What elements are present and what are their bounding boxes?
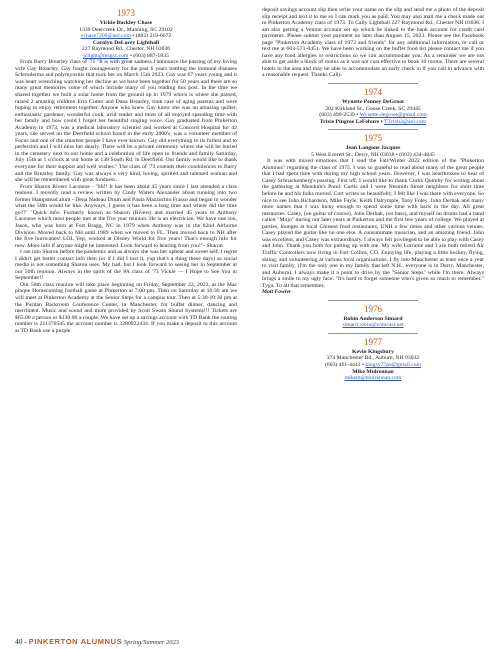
note-signoff: Matt Fowler <box>262 289 292 296</box>
correspondent-email-link[interactable]: TTrixb2@aol.com <box>384 118 427 125</box>
class-correspondent-name: Wynette Penney DeGroot <box>342 99 404 106</box>
issue-date: Spring/Summer 2023 <box>122 639 179 646</box>
correspondent-address: 202 Kirkland St., Goose Creek, SC 29445 <box>325 105 421 112</box>
class-year-heading: 1977 <box>364 336 382 347</box>
class-year-heading: 1975 <box>364 133 382 144</box>
section-divider <box>328 83 418 84</box>
right-column <box>262 7 484 382</box>
class-note-paragraph: From Barry Brearley class of '71 "It is with great sadness I announce the passing of my loving wife Gay Brearley. Gay fought courageously for the past 6 years battling the immune diseases Scleroderma and polymyositis that took her on March 15th 2023. Gay was 67 years young and it was heart wrenching watching her decline as we have been together for 50 years and there are so many great memories some of which include many of you reading this post. In the time we shared together we built a solar home from the ground up in 1979 which is where she passed, raised 2 amazing children Erin Cutter and Dana Brearley, took care of aging parents and were hoping to enjoy retirement together. Anyone who knew Gay knew she was an amazing quilter, enthusiastic gardener, wonderful cook, avid reader and most of all enjoyed spending time with her family and how could I forget her beautiful singing voice. Gay graduated from Pinkerton Academy in 1973, was a medical laboratory scientist and worked at Concord Hospital for 42 years, she served on the Deerfield school board in the early 2000's, was a volunteer member of Focus and one of the smartest people I have ever known. Gay did everything to its fullest and to perfection and I will miss her dearly. There will be a private ceremony where she will be buried in the cemetery next to our home and a celebration of life open to friends and family Saturday, July 15th at 1 o'clock at our home at 138 South Rd. in Deerfield. Our family would like to thank everyone for their support and well wishes." The class of '73 extends their condolences to Barry and the Brearley family. Gay was always a very kind, loving, spirited and talented woman and she will be remembered with great fondness. <box>15 59 237 184</box>
correspondent-email-link[interactable]: jclight@msgsc.com <box>83 52 129 59</box>
correspondent-email-link[interactable]: mikem@mulrennan.com <box>344 375 402 382</box>
class-correspondent-name: Vickie Buckley Chase <box>99 20 153 26</box>
class-year-heading: 1974 <box>364 87 382 98</box>
page-footer <box>15 637 179 647</box>
publication-name: PINKERTON ALUMNUS <box>28 637 123 646</box>
correspondent-address: 374 Manchester Rd., Auburn, NH 03032 <box>326 355 420 362</box>
class-correspondent-name: Robin Anderson Simard <box>343 315 403 322</box>
class-note-paragraph: From Sharon Rivers Lacourse - "Hi!! It has been about 45 years since I last attended a class reunion. I recently read a review written by Cindy Waters Alexander about running into two former Hampstead alum - Dena Nadeau Drum and Paula Mazzuchio Frasso and began to wonder what the 50th would be like. Anyways, I guess it has been a long time and where did the time go?!" "Quick info: Formerly known as Sharon (Rivers) and married 45 years to Anthony Lacourse which most people met at the five year reunion. He is an electrician. We have one son, Jason, who was born at Fort Bragg, NC in 1979 when Anthony was in the 82nd Airborne Division. Moved back to NH until 1989 when we moved to FL. Then moved back to NH after the five hurricanes! LOL Yep, worked at Disney World for five years! That's enough info for now. More info if anyone might be interested. Look forward to hearing from you!"- Sharon <box>15 183 237 249</box>
section-divider <box>328 300 418 301</box>
correspondent-contact-line <box>262 119 484 126</box>
class-correspondent-name: Carolyn DeLorey Lighthall <box>92 39 160 46</box>
correspondent-address: 1339 Deercreek Dr., Manning, SC 29102 <box>79 26 173 33</box>
class-year-heading: 1973 <box>117 8 135 18</box>
correspondent-email-link[interactable]: vchase7209@aol.com <box>80 33 131 40</box>
correspondent-phone: • (603) 887-1835 <box>128 52 169 59</box>
class-note-paragraph: It was with mixed emotions that I read the Fall/Winter 2022 edition of the "Pinkerton Alumnus" regarding the class of 1975. I was so grateful to read about many of the great people that I had spent time with during my high school years. However, I was heartbroken to hear of Casey Schnackenberg's passing. First off, I would like to thank Curtis Quimby for writing about the gathering at Mendum's Pond. Curtis and I were Nesmith Street neighbors for short time before he and his folks moved. Curt writes so beautifully, I felt like I was there with everyone. So nice to see John Richardson, Mike Fayle, Keith Dalrymple, Tony Foley, John Derhak and many more names that I was lucky enough to spend some time with back in the day. All great memories. Casey, (on guitar of course), John Derhak, (on bass), and myself on drums had a band called "Mojo" during our later years at Pinkerton and the first few years of college. We played at parties, lounges at local Chinese food restaurants, UNH a few times and other various venues. Casey played the guitar like no one else. A consummate musician, and an amazing friend. John was excellent, and Casey was extraordinary. I always felt privileged to be able to play with Casey and John. Thank you both for putting up with me. My wife Lorraine and I are both retired Air Traffic Controllers now living in Fort Collins, CO. Enjoying life, playing a little hockey, flying, skiing, and volunteering at various local organizations. I fly into Manchester at least once a year to visit family, (I'm the only one in my family that left N.H., everyone is in Derry, Manchester, and Auburn). I always make it a point to drive by the "Senior Steps" while I'm there. Always brings a smile to my ugly face. "It's hard to forget someone who's given so much to remember." Tyga. To all that remember, <box>262 158 485 289</box>
correspondent-phone: (603) 490-2539 • <box>319 112 360 119</box>
section-divider <box>328 333 418 334</box>
class-correspondent-name: Mike Mulrennan <box>352 368 394 375</box>
class-note-paragraph: Our 50th class reunion will take place beginning on Friday, September 22, 2023, at the Mac plaque Homecoming football game at Pinkerton at 7:00 pm. Then on Saturday at 10:30 am we will meet at Pinkerton Academy at the Senior Steps for a campus tour. Then at 5:30-10:30 pm at the Puritan Backroom Conference Center, in Manchester, for buffet dinner, dancing and merriment. Music and sound and more provided by Scott Swain Sound Systems!!! Tickets are $65.00 a person or $130.00 a couple. We have set up a savings account with TD Bank the routing number is 211370545 the account number is 3280922434. If you make a deposit to this account at TD Bank use a purple <box>15 281 237 334</box>
class-year-heading: 1976 <box>364 303 382 314</box>
correspondent-address: 227 Raymond Rd., Chester, NH 03036 <box>81 46 171 53</box>
correspondent-email-link[interactable]: Wynette.degroot@gmail.com <box>359 112 427 119</box>
correspondent-email-link[interactable]: simard.robin@comcast.net <box>342 322 404 329</box>
correspondent-phone: • (803) 219-6672 <box>130 33 172 40</box>
left-column <box>15 7 237 334</box>
class-note-paragraph: I ran into Sharon before the pandemic and as always she was her upbeat and sweet self. I regret I didn't get better contact info then (or if I did I lost it, yup that's a thing these days) as social media is not something Sharon uses. My bad, but I look forward to seeing her in September at our 50th reunion. Always in the spirit of the PA class of '73 Vickie — I Hope to See You in September!! <box>15 249 237 282</box>
correspondent-phone: (603) 461-4443 • <box>324 361 366 368</box>
correspondent-email-link[interactable]: kingsy77pa@gmail.com <box>365 361 422 368</box>
page-number: 40 - <box>15 637 29 646</box>
correspondent-address: 5 West Everett St., Derry, NH 03038 • (603) 434-4845 <box>311 151 435 158</box>
section-divider <box>328 129 418 130</box>
class-correspondent-name: Kevin Kingsbury <box>352 348 394 355</box>
class-note-paragraph: deposit savings account slip then write your name on the slip and send me a photo of the deposit slip receipt and text it to me so I can mark you as paid. You may also mail me a check made out to Pinkerton Academy class of 1973. To Cally Lighthall 227 Raymond Rd., Chester NH 03036. I am also getting a Venmo account set up which be linked to the bank account for credit card payments. Please submit your payment no later than August 15, 2023. Please see the Facebook page "Pinkerton Academy class of 1973 and friends" for any additional information, or call or text me at 603-571-0451. We have been working on the buffet food list please contact me if you have any food allergies or restrictions so we can accommodate you. As a reminder we are not able to get aside a block of rooms as it was not cost effective to book 10 rooms. There are several hotels in the area and may be able to accommodate an early check in if you call in advance with a reasonable request. Thanks Cally. <box>262 7 484 79</box>
class-correspondent-name: Jean Langone Jacques <box>345 145 401 152</box>
class-correspondent-name: Trixie Pingree LeFebure • <box>319 118 385 125</box>
